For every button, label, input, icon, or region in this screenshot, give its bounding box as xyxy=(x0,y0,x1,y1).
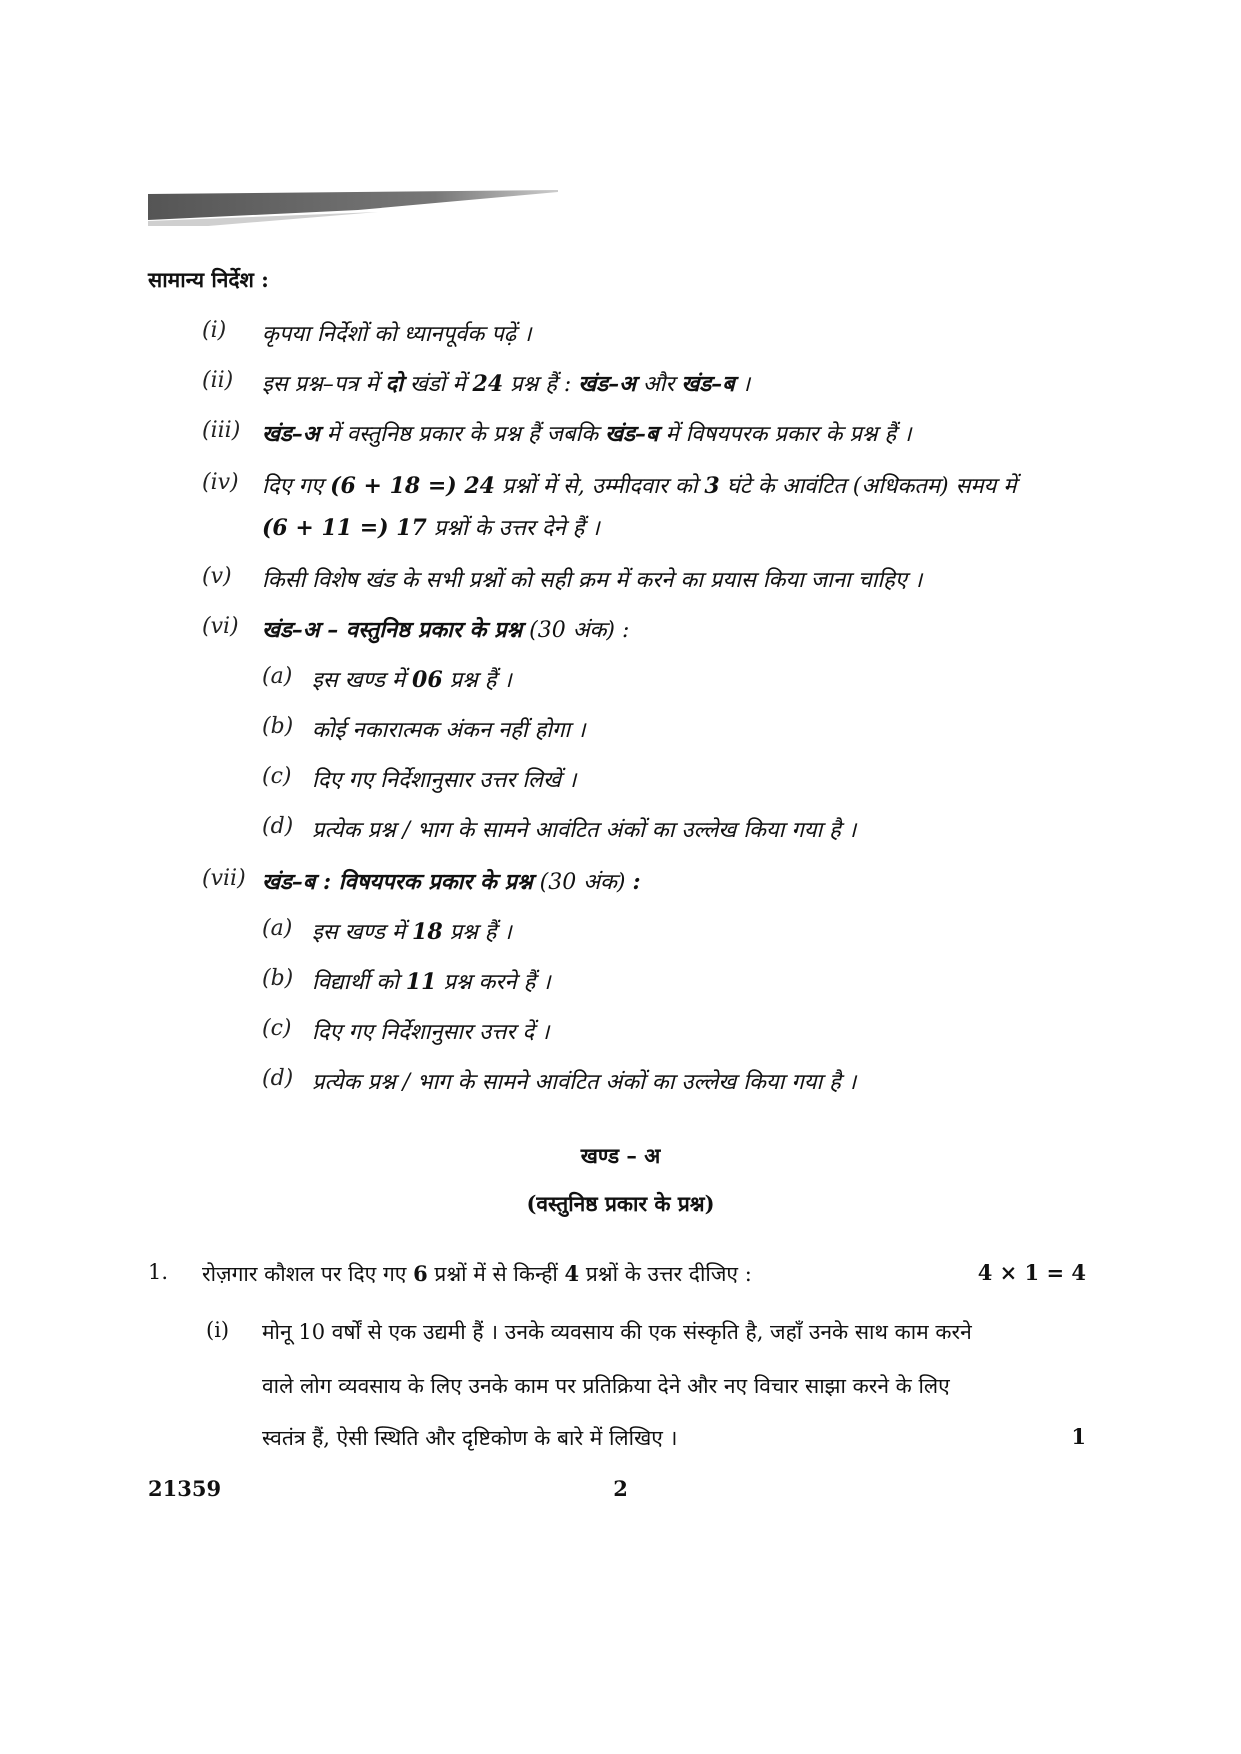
sub-vi-b-text: कोई नकारात्मक अंकन नहीं होगा । xyxy=(312,718,586,743)
sub-vi-c-text: दिए गए निर्देशानुसार उत्तर लिखें । xyxy=(312,768,577,793)
instruction-4-num: (iv) xyxy=(202,470,239,495)
instruction-6-text: खंड–अ – वस्तुनिष्ठ प्रकार के प्रश्न (30 अंक) : xyxy=(262,617,630,643)
instruction-7-num: (vii) xyxy=(202,866,246,891)
sub-vi-c-num: (c) xyxy=(262,764,292,789)
sub-vi-d-text: प्रत्येक प्रश्न / भाग के सामने आवंटित अंकों का उल्लेख किया गया है । xyxy=(312,818,857,843)
sub-vi-b-num: (b) xyxy=(262,714,294,739)
sub-vi-a-num: (a) xyxy=(262,664,293,689)
sub-vii-b-num: (b) xyxy=(262,966,294,991)
sub-vii-c-text: दिए गए निर्देशानुसार उत्तर दें । xyxy=(312,1020,550,1045)
question-1-part-i-marks: 1 xyxy=(1071,1424,1086,1449)
sub-vii-d-num: (d) xyxy=(262,1066,294,1091)
instruction-2-num: (ii) xyxy=(202,368,234,393)
sub-vii-a-text: इस खण्ड में 18 प्रश्न हैं । xyxy=(312,919,512,945)
sub-vii-b-text: विद्यार्थी को 11 प्रश्न करने हैं । xyxy=(312,969,551,995)
question-1-part-i-line1: मोनू 10 वर्षों से एक उद्यमी हैं । उनके व्यवसाय की एक संस्कृति है, जहाँ उनके साथ काम करने xyxy=(262,1320,972,1344)
sub-vi-a-text: इस खण्ड में 06 प्रश्न हैं । xyxy=(312,667,512,693)
section-subtitle: (वस्तुनिष्ठ प्रकार के प्रश्न) xyxy=(526,1191,715,1216)
question-1-number: 1. xyxy=(148,1260,169,1284)
sub-vii-a-num: (a) xyxy=(262,916,293,941)
instruction-1-num: (i) xyxy=(202,318,227,343)
question-1-part-i-num: (i) xyxy=(206,1318,230,1342)
instruction-3-text: खंड–अ में वस्तुनिष्ठ प्रकार के प्रश्न हैं जबकि खंड–ब में विषयपरक प्रकार के प्रश्न हैं । xyxy=(262,421,912,447)
sub-vii-c-num: (c) xyxy=(262,1016,292,1041)
instruction-6-num: (vi) xyxy=(202,614,239,639)
instruction-7-text: खंड–ब : विषयपरक प्रकार के प्रश्न (30 अंक) : xyxy=(262,869,641,895)
instruction-3-num: (iii) xyxy=(202,418,241,443)
sub-vi-d-num: (d) xyxy=(262,814,294,839)
question-1-text: रोज़गार कौशल पर दिए गए 6 प्रश्नों में से किन्हीं 4 प्रश्नों के उत्तर दीजिए : xyxy=(202,1261,752,1286)
page-number: 2 xyxy=(613,1476,628,1501)
header-banner xyxy=(148,190,558,226)
section-title: खण्ड – अ xyxy=(580,1143,661,1168)
general-instructions-heading: सामान्य निर्देश : xyxy=(148,267,269,292)
question-1-part-i-line2: वाले लोग व्यवसाय के लिए उनके काम पर प्रतिक्रिया देने और नए विचार साझा करने के लिए xyxy=(262,1374,950,1398)
paper-code: 21359 xyxy=(148,1476,222,1501)
question-1-marks: 4 × 1 = 4 xyxy=(977,1260,1086,1285)
instruction-5-text: किसी विशेष खंड के सभी प्रश्नों को सही क्रम में करने का प्रयास किया जाना चाहिए । xyxy=(262,568,923,593)
instruction-5-num: (v) xyxy=(202,564,232,589)
sub-vii-d-text: प्रत्येक प्रश्न / भाग के सामने आवंटित अंकों का उल्लेख किया गया है । xyxy=(312,1070,857,1095)
instruction-1-text: कृपया निर्देशों को ध्यानपूर्वक पढ़ें । xyxy=(262,322,532,347)
instruction-2-text: इस प्रश्न–पत्र में दो खंडों में 24 प्रश्न हैं : खंड–अ और खंड–ब । xyxy=(262,371,751,397)
instruction-4-text: दिए गए (6 + 18 =) 24 प्रश्नों में से, उम्मीदवार को 3 घंटे के आवंटित (अधिकतम) समय में xyxy=(262,473,1017,499)
instruction-4-text-line2: (6 + 11 =) 17 प्रश्नों के उत्तर देने हैं । xyxy=(262,515,600,541)
question-1-part-i-line3: स्वतंत्र हैं, ऐसी स्थिति और दृष्टिकोण के बारे में लिखिए । xyxy=(262,1426,678,1450)
